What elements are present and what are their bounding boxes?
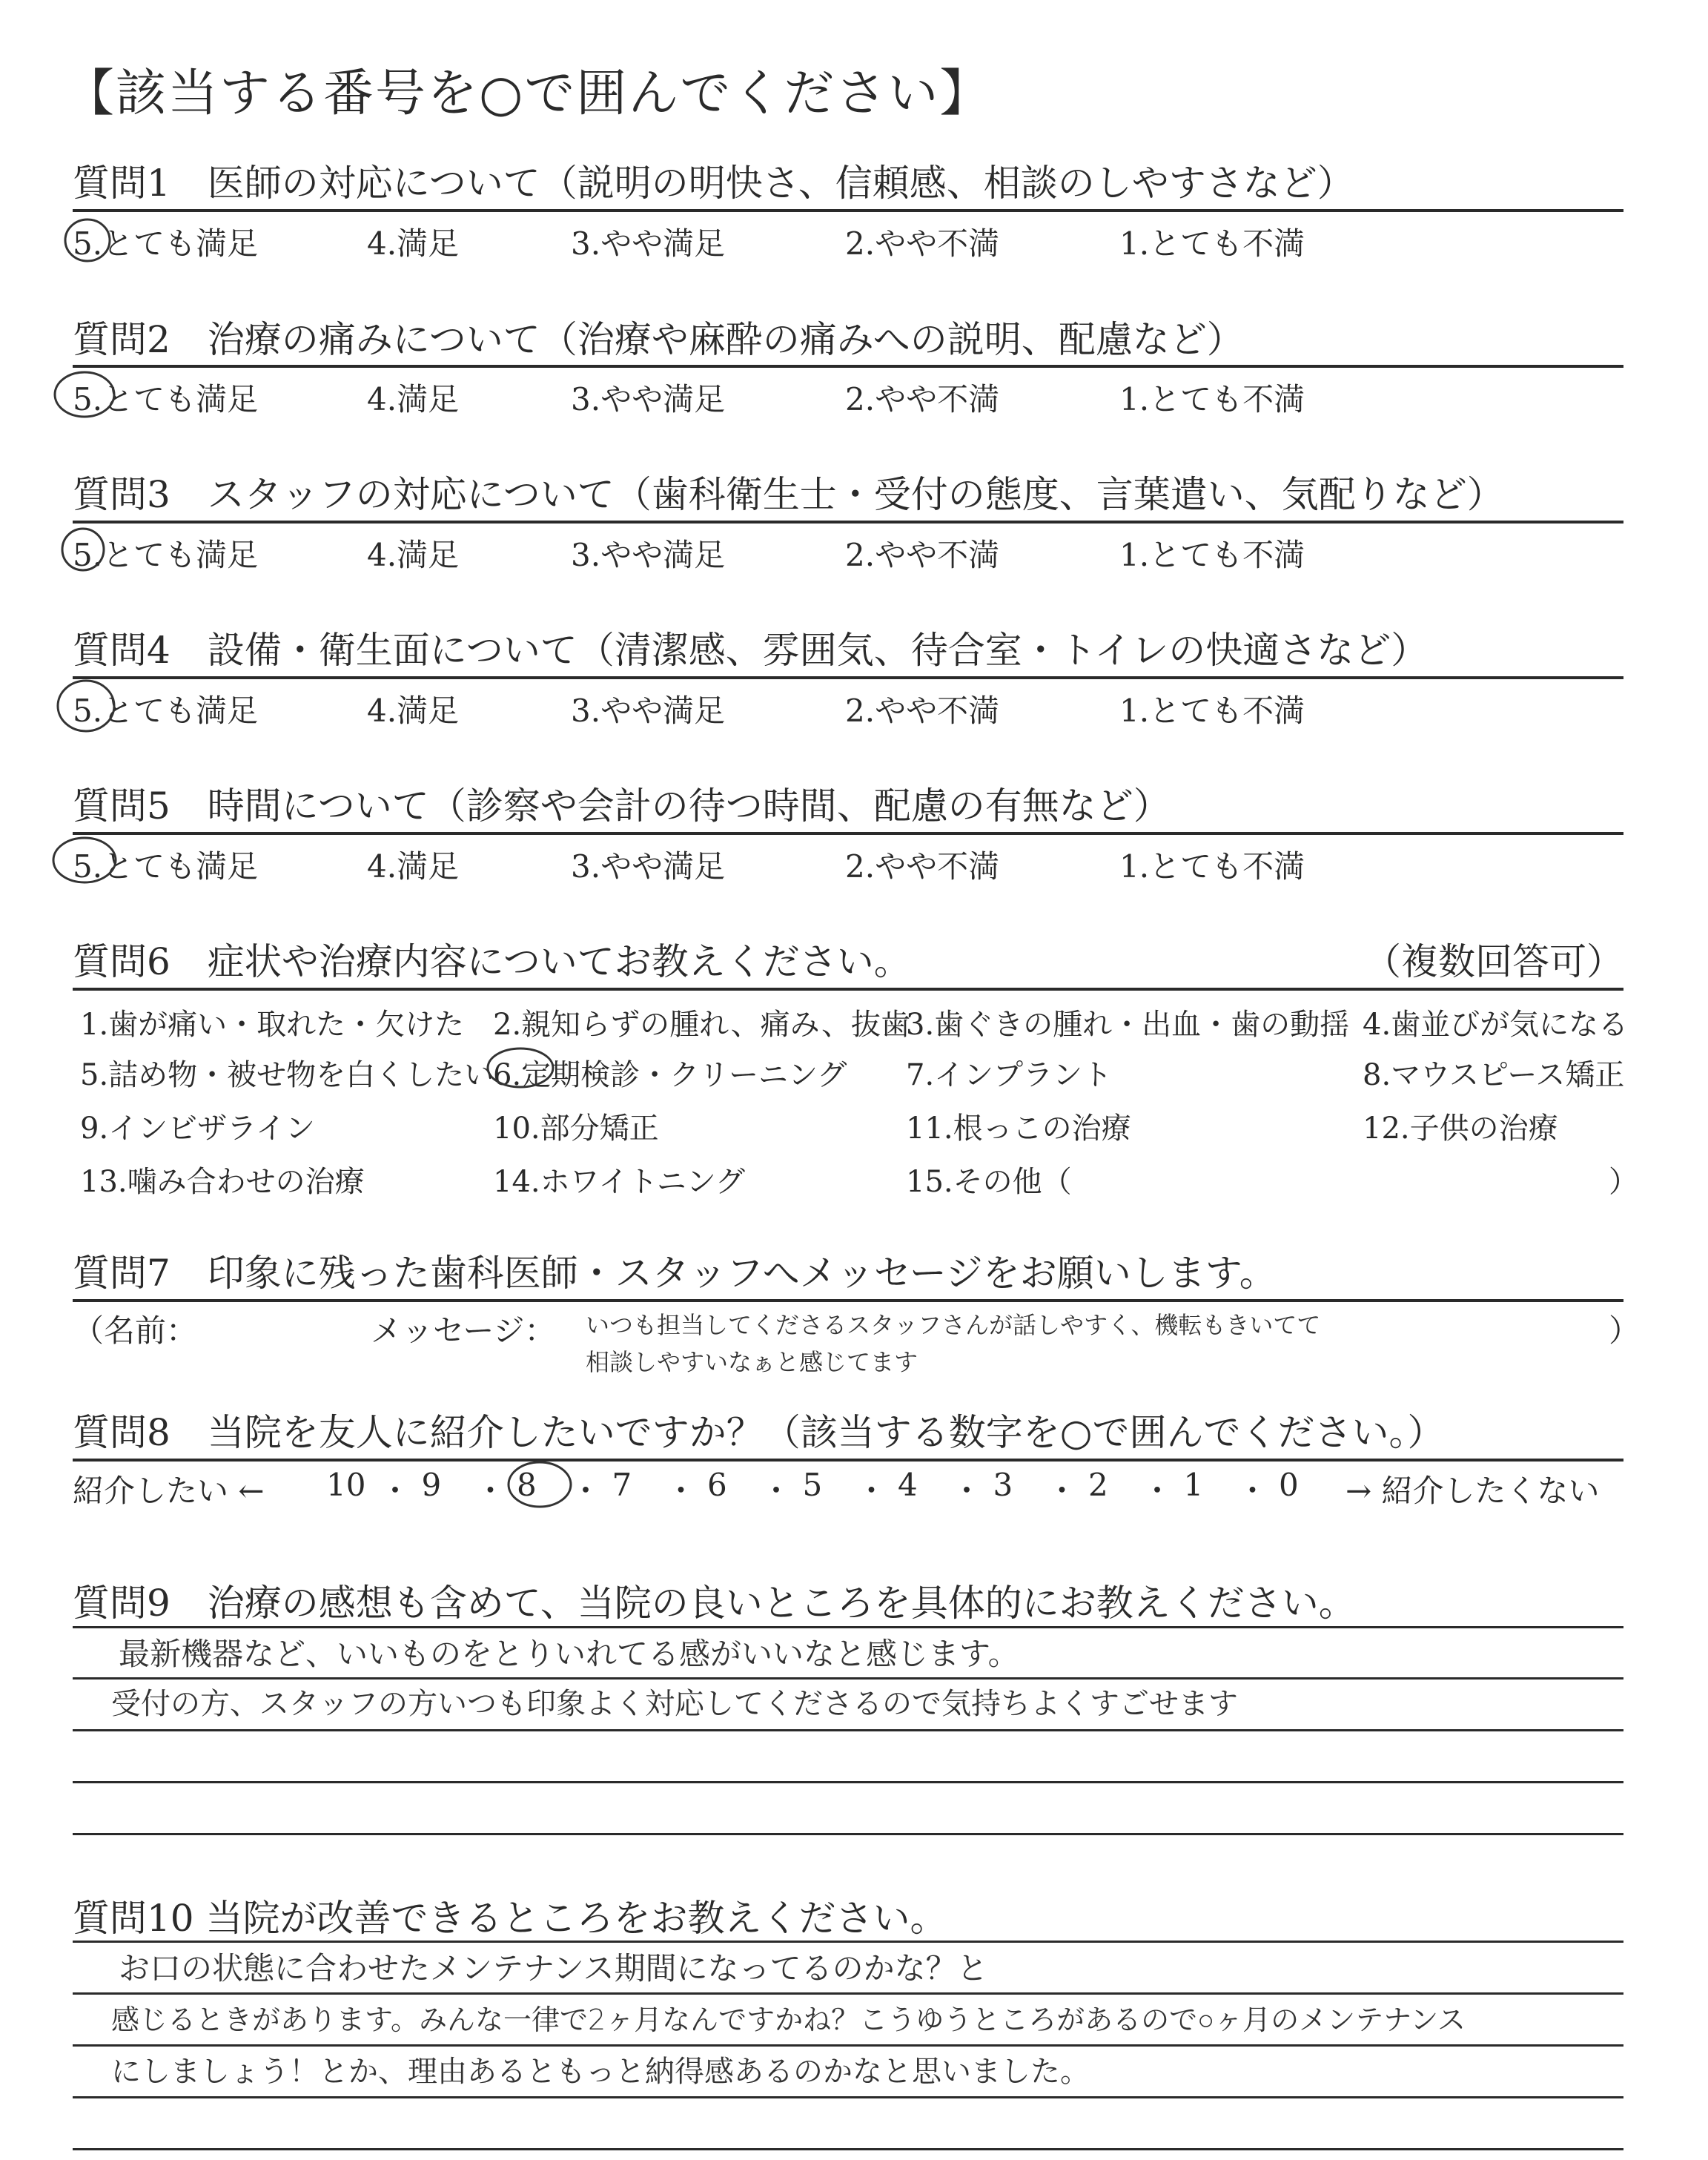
question-5-title: 質問5 時間について（診察や会計の待つ時間、配慮の有無など） [73, 785, 1171, 828]
question-1-title: 質問1 医師の対応について（説明の明快さ、信頼感、相談のしやすさなど） [73, 162, 1354, 205]
answer-line [73, 1729, 1623, 1731]
q6-option[interactable]: 7.インプラント [906, 1058, 1113, 1092]
scale-separator: ・ [855, 1473, 887, 1509]
question-4-title: 質問4 設備・衛生面について（清潔感、雰囲気、待合室・トイレの快適さなど） [73, 629, 1429, 672]
q6-option[interactable]: 12.子供の治療 [1363, 1112, 1558, 1146]
rating-option[interactable]: 5.とても満足 [73, 848, 259, 885]
rating-option[interactable]: 2.やや不満 [845, 537, 1000, 573]
scale-number[interactable]: 7 [612, 1467, 632, 1503]
not-recommend-label: → 紹介したくない [1345, 1473, 1600, 1509]
rating-option[interactable]: 5.とても満足 [73, 225, 259, 262]
answer-line [73, 1992, 1623, 1995]
rating-option[interactable]: 3.やや満足 [571, 381, 726, 417]
scale-separator: ・ [570, 1473, 602, 1509]
divider [73, 1299, 1623, 1302]
rating-option[interactable]: 4.満足 [367, 693, 460, 729]
q6-option[interactable]: 14.ホワイトニング [493, 1165, 746, 1199]
scale-number[interactable]: 4 [898, 1467, 918, 1503]
scale-number[interactable]: 2 [1088, 1467, 1108, 1503]
rating-option[interactable]: 1.とても不満 [1119, 381, 1305, 417]
scale-separator: ・ [380, 1473, 411, 1509]
rating-option[interactable]: 3.やや満足 [571, 537, 726, 573]
answer-line [73, 1626, 1623, 1628]
message-close-paren: ） [1609, 1312, 1641, 1349]
answer-line [73, 1677, 1623, 1680]
divider [73, 832, 1623, 835]
rating-option[interactable]: 4.満足 [367, 537, 460, 573]
scale-separator: ・ [1142, 1473, 1174, 1509]
rating-option[interactable]: 1.とても不満 [1119, 848, 1305, 885]
form-header: 【該当する番号を○で囲んでください】 [64, 65, 992, 123]
answer-line [73, 2044, 1623, 2047]
q6-option[interactable]: 13.噛み合わせの治療 [80, 1165, 365, 1199]
scale-number[interactable]: 3 [993, 1467, 1013, 1503]
rating-option[interactable]: 2.やや不満 [845, 693, 1000, 729]
answer-line [73, 1781, 1623, 1783]
rating-option[interactable]: 3.やや満足 [571, 225, 726, 262]
q6-option[interactable]: 3.歯ぐきの腫れ・出血・歯の動揺 [906, 1008, 1350, 1042]
rating-option[interactable]: 5.とても満足 [73, 537, 259, 573]
q10-answer-line-3: にしましょう！とか、理由あるともっと納得感あるのかなと思いました。 [111, 2055, 1090, 2089]
q6-option[interactable]: 1.歯が痛い・取れた・欠けた [80, 1008, 465, 1042]
rating-option[interactable]: 1.とても不満 [1119, 537, 1305, 573]
answer-line [73, 1833, 1623, 1835]
answer-line [73, 2148, 1623, 2150]
rating-option[interactable]: 3.やや満足 [571, 693, 726, 729]
message-line-1: いつも担当してくださるスタッフさんが話しやすく、機転もきいてて [586, 1311, 1321, 1339]
question-7-title: 質問7 印象に残った歯科医師・スタッフへメッセージをお願いします。 [73, 1252, 1277, 1295]
question-8-title: 質問8 当院を友人に紹介したいですか？（該当する数字を○で囲んでください。） [73, 1411, 1445, 1454]
rating-option[interactable]: 2.やや不満 [845, 381, 1000, 417]
q6-option[interactable]: 10.部分矯正 [493, 1112, 659, 1146]
divider [73, 676, 1623, 679]
answer-line [73, 2096, 1623, 2098]
scale-separator: ・ [761, 1473, 792, 1509]
q6-option[interactable]: 9.インビザライン [80, 1112, 315, 1146]
q6-option[interactable]: 11.根っこの治療 [906, 1112, 1131, 1146]
q10-answer-line-2: 感じるときがあります。みんな一律で2ヶ月なんですかね？こうゆうところがあるので○ヶ月のメンテナンス [111, 2004, 1466, 2036]
rating-option[interactable]: 4.満足 [367, 225, 460, 262]
name-label: （名前： [73, 1312, 198, 1349]
divider [73, 365, 1623, 368]
q6-option[interactable]: 15.その他（ [906, 1165, 1072, 1199]
scale-number[interactable]: 8 [517, 1467, 537, 1503]
rating-option[interactable]: 2.やや不満 [845, 848, 1000, 885]
q6-option[interactable]: 8.マウスピース矯正 [1363, 1058, 1625, 1092]
rating-option[interactable]: 1.とても不満 [1119, 693, 1305, 729]
question-6-note: （複数回答可） [1364, 940, 1623, 983]
scale-separator: ・ [665, 1473, 697, 1509]
message-line-2: 相談しやすいなぁと感じてます [586, 1348, 918, 1376]
q6-option[interactable]: 6.定期検診・クリーニング [493, 1058, 847, 1092]
scale-separator: ・ [474, 1473, 506, 1509]
message-label: メッセージ： [371, 1312, 556, 1349]
rating-option[interactable]: 5.とても満足 [73, 381, 259, 417]
question-2-title: 質問2 治療の痛みについて（治療や麻酔の痛みへの説明、配慮など） [73, 318, 1244, 361]
q9-answer-line-2: 受付の方、スタッフの方いつも印象よく対応してくださるので気持ちよくすごせます [111, 1687, 1238, 1721]
divider [73, 988, 1623, 991]
question-9-title: 質問9 治療の感想も含めて、当院の良いところを具体的にお教えください。 [73, 1582, 1356, 1625]
q6-option[interactable]: 4.歯並びが気になる [1363, 1008, 1629, 1042]
q6-option[interactable]: 5.詰め物・被せ物を白くしたい [80, 1058, 494, 1092]
scale-separator: ・ [1237, 1473, 1268, 1509]
divider [73, 1459, 1623, 1462]
rating-option[interactable]: 1.とても不満 [1119, 225, 1305, 262]
rating-option[interactable]: 3.やや満足 [571, 848, 726, 885]
scale-number[interactable]: 9 [421, 1467, 442, 1503]
q9-answer-line-1: 最新機器など、いいものをとりいれてる感がいいなと感じます。 [119, 1636, 1019, 1672]
recommend-label: 紹介したい ← [73, 1473, 265, 1509]
scale-number[interactable]: 6 [707, 1467, 727, 1503]
answer-line [73, 1941, 1623, 1943]
other-close-paren: ） [1609, 1165, 1638, 1199]
divider [73, 209, 1623, 212]
rating-option[interactable]: 4.満足 [367, 848, 460, 885]
scale-number[interactable]: 10 [326, 1467, 366, 1503]
scale-separator: ・ [1046, 1473, 1078, 1509]
scale-number[interactable]: 0 [1279, 1467, 1299, 1503]
q10-answer-line-1: お口の状態に合わせたメンテナンス期間になってるのかな？と [119, 1950, 988, 1986]
rating-option[interactable]: 5.とても満足 [73, 693, 259, 729]
scale-separator: ・ [951, 1473, 983, 1509]
question-3-title: 質問3 スタッフの対応について（歯科衛生士・受付の態度、言葉遣い、気配りなど） [73, 473, 1504, 516]
question-6-title: 質問6 症状や治療内容についてお教えください。 [73, 940, 911, 983]
divider [73, 521, 1623, 524]
question-10-title: 質問10 当院が改善できるところをお教えください。 [73, 1897, 947, 1940]
rating-option[interactable]: 2.やや不満 [845, 225, 1000, 262]
q6-option[interactable]: 2.親知らずの腫れ、痛み、抜歯 [493, 1008, 910, 1042]
rating-option[interactable]: 4.満足 [367, 381, 460, 417]
scale-number[interactable]: 1 [1183, 1467, 1204, 1503]
scale-number[interactable]: 5 [802, 1467, 823, 1503]
